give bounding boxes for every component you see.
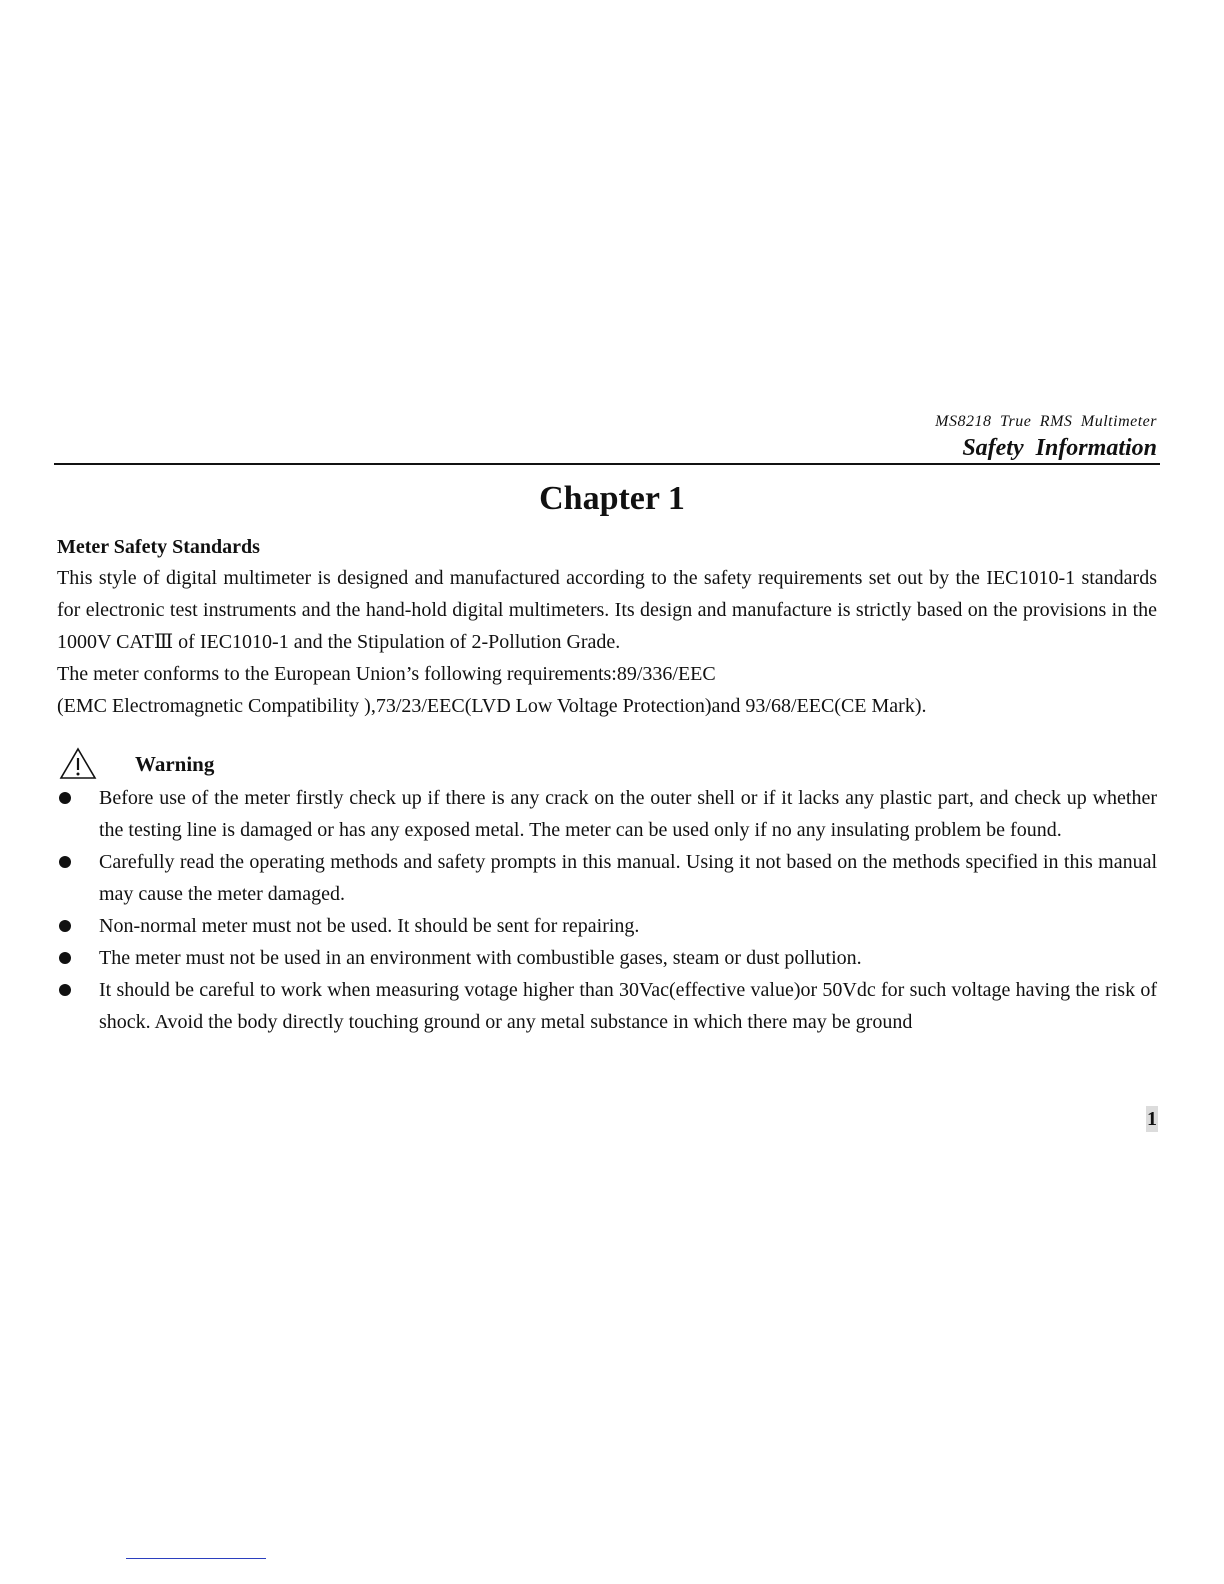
header-section-title: Safety Information bbox=[962, 435, 1157, 461]
standards-paragraph: This style of digital multimeter is designed and manufactured according to the safety requirements set out by the IEC1010-1 standards for electronic test instruments and the hand-hold digital multimeters. Its design and manufacture is strictly based on the provisions in the 1000V CATⅢ of IEC1010-1 and the Stipulation of 2-Pollution Grade. bbox=[57, 567, 1157, 653]
warning-heading bbox=[57, 746, 1157, 782]
warning-list bbox=[57, 782, 1157, 1038]
section-heading: Meter Safety Standards bbox=[57, 536, 260, 558]
warning-triangle-icon bbox=[59, 747, 97, 781]
bullet-icon bbox=[59, 856, 71, 868]
conformance-line: (EMC Electromagnetic Compatibility ),73/23/EEC(LVD Low Voltage Protection)and 93/68/EEC(CE Mark). bbox=[57, 695, 927, 717]
list-item bbox=[57, 910, 1157, 942]
page-number: 1 bbox=[1147, 1108, 1157, 1130]
list-item bbox=[57, 974, 1157, 1038]
page-body bbox=[57, 532, 1157, 1038]
chapter-title: Chapter 1 bbox=[539, 480, 685, 517]
warning-label: Warning bbox=[135, 752, 215, 776]
list-item-text: It should be careful to work when measuring votage higher than 30Vac(effective value)or 50Vdc for such voltage having the risk of shock. Avoid the body directly touching ground or any metal substance in which there may be ground bbox=[99, 979, 1157, 1033]
list-item-text: Before use of the meter firstly check up if there is any crack on the outer shell or if it lacks any plastic part, and check up whether the testing line is damaged or has any exposed metal. The meter can be used only if no any insulating problem be found. bbox=[99, 787, 1157, 841]
running-header bbox=[935, 411, 1157, 463]
conformance-line: The meter conforms to the European Union’s following requirements:89/336/EEC bbox=[57, 663, 716, 685]
list-item-text: Carefully read the operating methods and safety prompts in this manual. Using it not based on the methods specified in this manual may cause the meter damaged. bbox=[99, 851, 1157, 905]
bullet-icon bbox=[59, 920, 71, 932]
list-item-text: Non-normal meter must not be used. It should be sent for repairing. bbox=[99, 915, 640, 937]
bullet-icon bbox=[59, 984, 71, 996]
bullet-icon bbox=[59, 952, 71, 964]
list-item bbox=[57, 782, 1157, 846]
bullet-icon bbox=[59, 792, 71, 804]
header-divider bbox=[54, 463, 1160, 465]
list-item bbox=[57, 846, 1157, 910]
footnote-divider bbox=[126, 1558, 266, 1559]
header-product-name: MS8218 True RMS Multimeter bbox=[935, 413, 1157, 430]
list-item bbox=[57, 942, 1157, 974]
list-item-text: The meter must not be used in an environment with combustible gases, steam or dust pollution. bbox=[99, 947, 862, 969]
